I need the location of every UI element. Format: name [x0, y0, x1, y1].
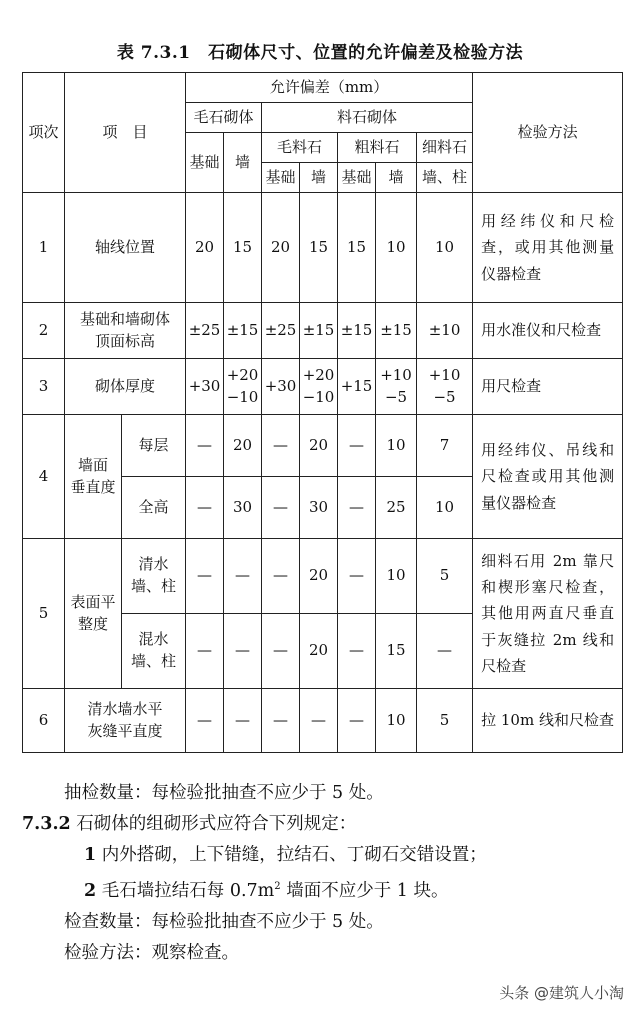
row-group-line: 墙面	[77, 455, 108, 474]
cell-value-line: +20	[302, 365, 335, 384]
cell-value	[224, 359, 262, 415]
header-rubble-foundation: 基础	[186, 133, 224, 193]
cell-value	[376, 359, 417, 415]
row-subitem-line: 混水	[138, 630, 169, 649]
cell-value: —	[186, 689, 224, 753]
row-group	[65, 415, 122, 539]
row-item	[65, 303, 186, 359]
cell-value: —	[224, 689, 262, 753]
header-rough-stone: 毛料石	[262, 133, 338, 163]
header-dressed-masonry: 料石砌体	[262, 103, 473, 133]
tolerance-table	[22, 72, 623, 753]
cell-value: 30	[300, 477, 338, 539]
row-subitem-line: 墙、柱	[131, 652, 177, 670]
cell-value: —	[186, 539, 224, 614]
row-no: 5	[23, 539, 65, 689]
cell-value: —	[262, 477, 300, 539]
clause-7-3-2	[22, 809, 622, 840]
cell-value-line: −10	[302, 387, 335, 406]
cell-value: 10	[376, 193, 417, 303]
cell-value-line: +10	[380, 365, 412, 384]
cell-value: ±25	[262, 303, 300, 359]
list-item	[22, 871, 622, 907]
row-method: 拉 10m 线和尺检查	[473, 689, 623, 753]
row-item-line: 顶面标高	[95, 331, 156, 350]
row-group-line: 表面平	[70, 592, 116, 611]
cell-value: —	[338, 614, 376, 689]
cell-value: 15	[224, 193, 262, 303]
row-subitem	[122, 614, 186, 689]
cell-value: ±10	[417, 303, 473, 359]
clause-number: 7.3.2	[22, 814, 71, 834]
table-row	[23, 415, 623, 477]
row-method: 用经纬仪、吊线和尺检查或用其他测量仪器检查	[473, 415, 623, 539]
cell-value: 20	[300, 539, 338, 614]
cell-value: 25	[376, 477, 417, 539]
table-row	[23, 539, 623, 614]
table-row	[23, 303, 623, 359]
header-rough-wall: 墙	[300, 163, 338, 193]
sampling-quantity-text: 抽检数量：每检验批抽查不应少于 5 处。	[64, 783, 384, 803]
cell-value: 10	[417, 193, 473, 303]
row-no: 2	[23, 303, 65, 359]
table-title: 表 7.3.1 石砌体尺寸、位置的允许偏差及检验方法	[116, 43, 524, 63]
cell-value: 7	[417, 415, 473, 477]
row-subitem-line: 清水	[138, 555, 169, 574]
row-subitem-line: 墙、柱	[131, 577, 177, 595]
cell-value: ±15	[338, 303, 376, 359]
inspection-quantity-text: 检查数量：每检验批抽查不应少于 5 处。	[64, 911, 384, 932]
table-row	[23, 689, 623, 753]
header-item: 项 目	[65, 73, 186, 193]
cell-value-line: −5	[384, 387, 408, 406]
row-subitem	[122, 539, 186, 614]
cell-value: —	[186, 415, 224, 477]
header-rough-foundation: 基础	[262, 163, 300, 193]
superscript: 2	[274, 881, 281, 892]
cell-value: —	[417, 614, 473, 689]
list-text: 毛石墙拉结石每 0.7m	[101, 880, 275, 901]
cell-value: 5	[417, 539, 473, 614]
header-allowed-deviation: 允许偏差（mm）	[186, 73, 473, 103]
row-method: 用水准仪和尺检查	[473, 303, 623, 359]
cell-value: —	[186, 614, 224, 689]
cell-value: +15	[338, 359, 376, 415]
row-subitem: 每层	[122, 415, 186, 477]
cell-value: 15	[300, 193, 338, 303]
cell-value: 10	[376, 539, 417, 614]
header-coarse-foundation: 基础	[338, 163, 376, 193]
cell-value: —	[338, 415, 376, 477]
row-item: 轴线位置	[65, 193, 186, 303]
row-no: 3	[23, 359, 65, 415]
header-fine-wall-column: 墙、柱	[417, 163, 473, 193]
list-text: 墙面不应少于 1 块。	[280, 880, 449, 901]
cell-value: 10	[376, 415, 417, 477]
cell-value: —	[262, 614, 300, 689]
row-item-line: 基础和墙砌体	[80, 309, 171, 328]
cell-value-line: −5	[433, 387, 456, 406]
cell-value-line: −10	[226, 387, 259, 406]
cell-value: 20	[186, 193, 224, 303]
cell-value: 15	[376, 614, 417, 689]
header-coarse-wall: 墙	[376, 163, 417, 193]
list-text: 内外搭砌，上下错缝，拉结石、丁砌石交错设置；	[101, 845, 487, 865]
cell-value: +30	[186, 359, 224, 415]
cell-value: —	[224, 614, 262, 689]
header-rubble-masonry: 毛石砌体	[186, 103, 262, 133]
cell-value	[300, 359, 338, 415]
cell-value: ±15	[376, 303, 417, 359]
cell-value: —	[224, 539, 262, 614]
cell-value: —	[338, 539, 376, 614]
cell-value: —	[262, 539, 300, 614]
row-method: 用经纬仪和尺检查，或用其他测量仪器检查	[473, 193, 623, 303]
cell-value: —	[300, 689, 338, 753]
row-item: 砌体厚度	[65, 359, 186, 415]
cell-value: +30	[262, 359, 300, 415]
cell-value: 10	[417, 477, 473, 539]
row-group-line: 垂直度	[70, 477, 116, 496]
cell-value: 20	[300, 614, 338, 689]
watermark: 头条 @建筑人小淘	[499, 984, 624, 1002]
row-subitem: 全高	[122, 477, 186, 539]
row-no: 4	[23, 415, 65, 539]
table-row	[23, 359, 623, 415]
clause-text: 石砌体的组砌形式应符合下列规定：	[76, 814, 357, 834]
cell-value	[417, 359, 473, 415]
list-item	[22, 840, 622, 871]
cell-value: 20	[224, 415, 262, 477]
header-item-no: 项次	[23, 73, 65, 193]
row-item-line: 灰缝平直度	[87, 721, 163, 740]
list-number: 1	[84, 845, 97, 865]
cell-value: —	[262, 689, 300, 753]
row-group	[65, 539, 122, 689]
cell-value: 5	[417, 689, 473, 753]
row-item	[65, 689, 186, 753]
cell-value: 20	[262, 193, 300, 303]
cell-value-line: +10	[428, 365, 461, 384]
cell-value: 30	[224, 477, 262, 539]
cell-value: —	[338, 477, 376, 539]
header-method: 检验方法	[473, 73, 623, 193]
row-group-line: 整度	[77, 614, 108, 633]
body-text	[22, 778, 622, 969]
row-method: 细料石用 2m 靠尺和楔形塞尺检查，其他用两直尺垂直于灰缝拉 2m 线和尺检查	[473, 539, 623, 689]
row-no: 1	[23, 193, 65, 303]
cell-value: ±15	[224, 303, 262, 359]
row-method: 用尺检查	[473, 359, 623, 415]
cell-value: 15	[338, 193, 376, 303]
list-number: 2	[84, 880, 97, 901]
row-item-line: 清水墙水平	[87, 699, 163, 718]
inspection-method-text: 检验方法：观察检查。	[64, 942, 239, 963]
cell-value: —	[262, 415, 300, 477]
table-row	[23, 193, 623, 303]
cell-value: 10	[376, 689, 417, 753]
cell-value: 20	[300, 415, 338, 477]
header-coarse-stone: 粗料石	[338, 133, 417, 163]
cell-value-line: +20	[226, 365, 259, 384]
cell-value: —	[186, 477, 224, 539]
cell-value: —	[338, 689, 376, 753]
row-no: 6	[23, 689, 65, 753]
cell-value: ±25	[186, 303, 224, 359]
cell-value: ±15	[300, 303, 338, 359]
header-fine-stone: 细料石	[417, 133, 473, 163]
header-rubble-wall: 墙	[224, 133, 262, 193]
